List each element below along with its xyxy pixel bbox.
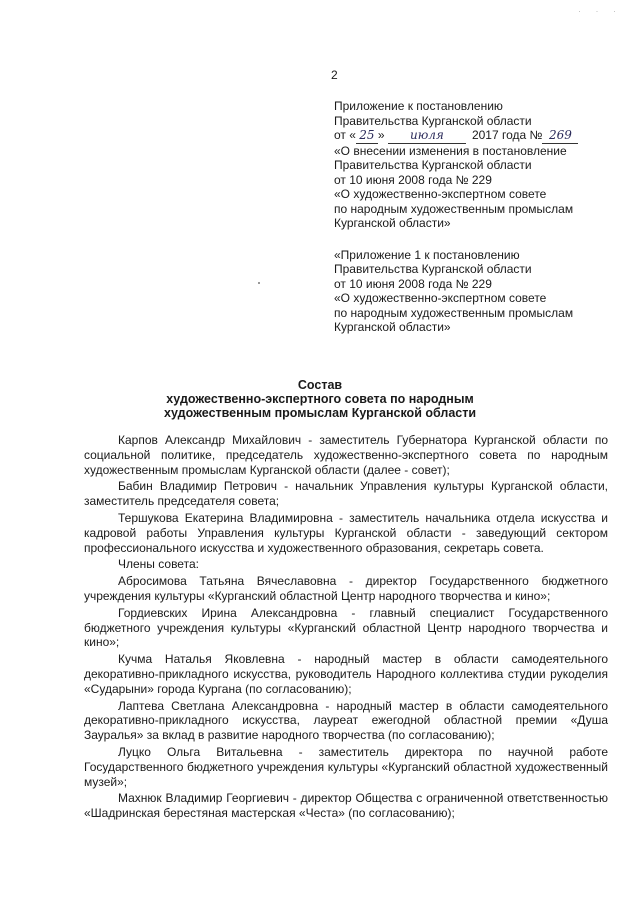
scan-artifact: · · · (578, 6, 622, 16)
handwritten-day: 25 (356, 128, 378, 144)
appendix-header (334, 99, 624, 335)
date-prefix: от « (334, 128, 356, 142)
appendix2-line: от 10 июня 2008 года № 229 (334, 276, 492, 291)
page-number: 2 (331, 68, 338, 82)
title-line: Состав (297, 378, 343, 392)
appendix-line: Приложение к постановлению (334, 99, 503, 113)
appendix-line: «О художественно-экспертном совете (334, 187, 547, 201)
appendix-line: Правительства Курганской области (334, 113, 532, 128)
handwritten-month: июля (388, 128, 466, 144)
paragraph-member: Махнюк Владимир Георгиевич - директор Общества с ограниченной ответственностью «Шадринская берестяная мастерская «Честа» (по согласованию); (84, 791, 608, 821)
paragraph-member: Луцко Ольга Витальевна - заместитель директора по научной работе Государственного бюджетного учреждения культуры «Курганский областной художественный музей»; (84, 744, 608, 789)
scan-dot (258, 282, 260, 284)
quote-close: » (377, 128, 385, 142)
appendix-line: «О внесении изменения в постановление (334, 143, 567, 158)
paragraph-member: Кучма Наталья Яковлевна - народный мастер в области самодеятельного декоративно-прикладного искусства, руководитель Народного коллектива студии рукоделия «Сударыни» города Кургана (по согласованию); (84, 652, 608, 696)
year-text: 2017 года № (471, 128, 543, 142)
appendix2-line: Правительства Курганской области (334, 262, 532, 276)
paragraph-member: Гордиевских Ирина Александровна - главный специалист Государственного бюджетного учреждения культуры «Курганский областной Центр народного творчества и кино»; (84, 605, 608, 650)
paragraph-secretary: Тершукова Екатерина Владимировна - заместитель начальника отдела искусства и кадровой работы Управления культуры Курганской области - заведующий сектором профессионального искусства и художественного образования, секретарь совета. (84, 510, 608, 555)
appendix2-line: по народным художественным промыслам (334, 305, 574, 320)
appendix-line: от 10 июня 2008 года № 229 (334, 172, 492, 187)
paragraph-deputy-chairman: Бабин Владимир Петрович - начальник Управления культуры Курганской области, заместитель председателя совета; (84, 479, 608, 509)
appendix-date-line (334, 128, 624, 144)
paragraph-member: Абросимова Татьяна Вячеславовна - директор Государственного бюджетного учреждения культуры «Курганский областной Центр народного творчества и кино»; (84, 574, 608, 603)
document-title (150, 378, 490, 420)
paragraph-member: Лаптева Светлана Александровна - народный мастер в области самодеятельного декоративно-прикладного искусства, лауреат ежегодной областной премии «Душа Зауралья» за вклад в развитие народного творчества (по согласованию); (84, 698, 608, 743)
paragraph-chairman: Карпов Александр Михайлович - заместитель Губернатора Курганской области по социальной политике, председатель художественно-экспертного совета по народным художественным промыслам Курганской области (далее - совет); (84, 433, 608, 477)
title-line: художественно-экспертного совета по народным (166, 392, 474, 406)
title-line: художественным промыслам Курганской области (163, 406, 477, 420)
appendix-line: Курганской области» (334, 216, 451, 230)
appendix2-line: «О художественно-экспертном совете (334, 291, 547, 305)
appendix2-line: «Приложение 1 к постановлению (334, 247, 520, 262)
appendix2-line: Курганской области» (334, 320, 451, 334)
appendix-line: по народным художественным промыслам (334, 201, 574, 216)
paragraph-members-heading: Члены совета: (118, 557, 199, 572)
appendix-line: Правительства Курганской области (334, 158, 532, 172)
handwritten-number: 269 (542, 128, 578, 144)
council-members-list (84, 433, 608, 823)
